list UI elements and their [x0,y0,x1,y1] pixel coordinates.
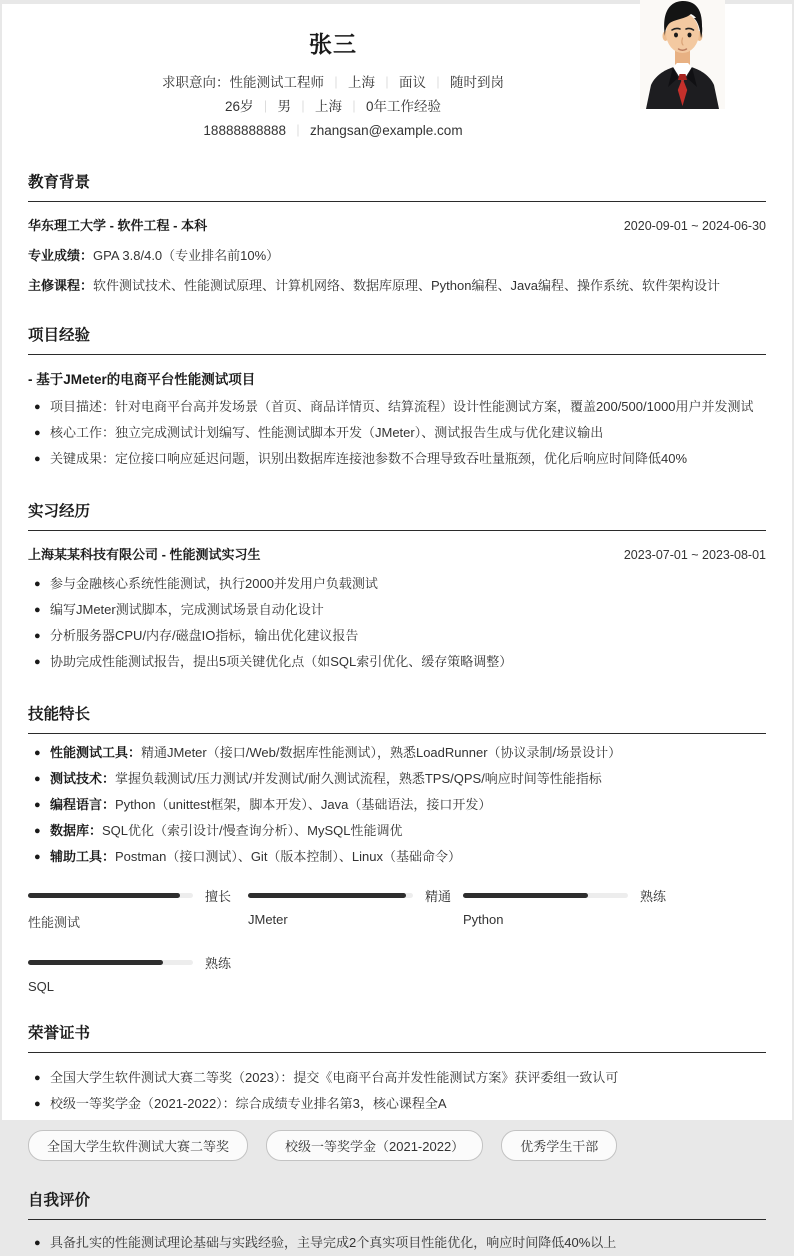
bullet-text: 关键成果：定位接口响应延迟问题，识别出数据库连接池参数不合理导致吞吐量瓶颈，优化后响应时间降低40% [50,451,688,466]
honors-title: 荣誉证书 [28,1025,91,1042]
section-divider [28,354,766,355]
bar-skill-name: SQL [28,979,55,994]
bullet-text: 编写JMeter测试脚本，完成测试场景自动化设计 [50,602,324,617]
bullet-dot-icon: ● [34,453,41,465]
header-text-block [28,26,638,143]
education-title: 教育背景 [28,174,91,191]
bar-track [248,893,413,898]
courses-row [28,275,766,296]
bullet-text: 具备扎实的性能测试理论基础与实践经验，主导完成2个真实项目性能优化，响应时间降低40%以上 [50,1235,617,1250]
bullet-text: 核心工作：独立完成测试计划编写、性能测试脚本开发（JMeter）、测试报告生成与优化建议输出 [50,425,604,440]
list-item [28,1230,766,1256]
info-experience: 0年工作经验 [366,99,442,114]
section-divider [28,1219,766,1220]
bullet-dot-icon: ● [34,1072,41,1084]
email-address: zhangsan@example.com [310,123,463,138]
bullet-dot-icon: ● [34,825,41,837]
bar-skill-name: 性能测试 [28,915,81,930]
bullet-text: 项目描述：针对电商平台高并发场景（首页、商品详情页、结算流程）设计性能测试方案，覆盖200/500/1000用户并发测试 [50,399,754,414]
bullet-dot-icon: ● [34,656,41,668]
list-item [28,394,766,420]
list-item [28,1091,766,1117]
contact-line [28,119,638,143]
bar-level-label: 熟练 [205,955,232,971]
skill-text: Postman（接口测试）、Git（版本控制）、Linux（基础命令） [115,849,462,864]
skill-bar-jmeter [248,888,463,931]
separator-bar: ｜ [297,100,310,114]
bullet-dot-icon: ● [34,427,41,439]
section-internship [28,499,766,675]
skill-label: 编程语言： [50,797,116,812]
bar-level-label: 擅长 [205,888,232,904]
bar-level-label: 精通 [425,888,452,904]
list-item [28,623,766,649]
separator-bar: ｜ [292,124,305,138]
list-item [28,446,766,472]
bullet-text: 协助完成性能测试报告，提出5项关键优化点（如SQL索引优化、缓存策略调整） [50,654,513,669]
bullet-text: 参与金融核心系统性能测试，执行2000并发用户负载测试 [50,576,378,591]
bar-level-label: 熟练 [640,888,667,904]
resume-page [2,4,792,1250]
separator-bar: ｜ [432,76,445,90]
honors-bullets [28,1065,766,1117]
skill-label: 测试技术： [50,771,116,786]
bullet-text: 校级一等奖学金（2021-2022）：综合成绩专业排名第3，核心课程全A [50,1096,447,1111]
portrait-illustration [640,0,725,109]
gpa-label: 专业成绩： [28,248,94,263]
skill-label: 性能测试工具： [50,745,142,760]
list-item [28,597,766,623]
skill-bar-sql [28,955,248,994]
list-item [28,1065,766,1091]
list-item [28,818,766,844]
objective-position: 性能测试工程师 [229,75,324,90]
phone-number: 18888888888 [203,123,287,138]
section-projects [28,323,766,472]
skill-text: Python（unittest框架，脚本开发）、Java（基础语法，接口开发） [115,797,492,812]
education-date: 2020-09-01 ~ 2024-06-30 [623,219,766,233]
separator-bar: ｜ [348,100,361,114]
honor-badges [28,1130,766,1161]
bar-track [28,960,193,965]
skill-text: 精通JMeter（接口/Web/数据库性能测试），熟悉LoadRunner（协议录制/场景设计） [141,745,622,760]
list-item [28,766,766,792]
honor-badge: 全国大学生软件测试大赛二等奖 [28,1130,248,1161]
info-city: 上海 [315,99,343,114]
objective-salary: 面议 [399,75,426,90]
project-bullets [28,394,766,472]
internship-date: 2023-07-01 ~ 2023-08-01 [623,548,766,562]
section-education [28,170,766,296]
list-item [28,649,766,675]
internship-title: 实习经历 [28,503,91,520]
company-position: 上海某某科技有限公司 - 性能测试实习生 [28,547,261,562]
separator-bar: ｜ [380,76,393,90]
bar-fill [28,960,163,965]
internship-company-row [28,545,766,565]
list-item [28,844,766,870]
bullet-dot-icon: ● [34,630,41,642]
bullet-text: 分析服务器CPU/内存/磁盘IO指标，输出优化建议报告 [50,628,359,643]
skill-bar-performance-testing [28,888,248,931]
projects-title: 项目经验 [28,327,91,344]
gpa-value: GPA 3.8/4.0（专业排名前10%） [93,248,280,263]
objective-line [28,71,638,95]
bar-skill-name: Python [463,912,504,927]
bullet-dot-icon: ● [34,747,41,759]
skill-label: 数据库： [50,823,103,838]
honor-badge: 校级一等奖学金（2021-2022） [266,1130,483,1161]
honor-badge: 优秀学生干部 [501,1130,617,1161]
list-item [28,420,766,446]
courses-value: 软件测试技术、性能测试原理、计算机网络、数据库原理、Python编程、Java编程、操作系统、软件架构设计 [93,278,720,293]
bullet-dot-icon: ● [34,1237,41,1249]
list-item [28,740,766,766]
bar-fill [248,893,406,898]
school-degree: 华东理工大学 - 软件工程 - 本科 [28,218,208,233]
bar-fill [463,893,588,898]
gpa-row [28,245,766,266]
list-item [28,571,766,597]
skills-bullets [28,740,766,870]
bullet-dot-icon: ● [34,799,41,811]
section-self-evaluation [28,1188,766,1256]
education-school-row [28,216,766,236]
objective-city: 上海 [347,75,375,90]
candidate-name: 张三 [309,31,357,57]
section-divider [28,1052,766,1053]
list-item [28,792,766,818]
bar-track [28,893,193,898]
profile-photo [640,0,725,109]
bar-fill [28,893,180,898]
separator-bar: ｜ [329,76,342,90]
bullet-dot-icon: ● [34,851,41,863]
skill-text: 掌握负载测试/压力测试/并发测试/耐久测试流程，熟悉TPS/QPS/响应时间等性能指标 [115,771,602,786]
bullet-dot-icon: ● [34,1098,41,1110]
project-name: - 基于JMeter的电商平台性能测试项目 [28,372,256,387]
skill-bar-python [463,888,766,931]
objective-label: 求职意向： [161,75,230,90]
bar-skill-name: JMeter [248,912,288,927]
resume-header [28,4,766,143]
separator-bar: ｜ [259,100,272,114]
skill-bars-grid [28,888,766,994]
bullet-dot-icon: ● [34,604,41,616]
bullet-dot-icon: ● [34,773,41,785]
section-divider [28,733,766,734]
section-divider [28,201,766,202]
info-age: 26岁 [224,99,254,114]
evaluation-title: 自我评价 [28,1192,91,1209]
courses-label: 主修课程： [28,278,94,293]
personal-info-line [28,95,638,119]
objective-availability: 随时到岗 [450,75,505,90]
bar-track [463,893,628,898]
internship-bullets [28,571,766,675]
skill-text: SQL优化（索引设计/慢查询分析）、MySQL性能调优 [102,823,403,838]
section-skills [28,702,766,994]
bullet-dot-icon: ● [34,401,41,413]
skills-title: 技能特长 [28,706,91,723]
skill-label: 辅助工具： [50,849,116,864]
info-gender: 男 [277,99,291,114]
evaluation-bullets [28,1230,766,1256]
section-divider [28,530,766,531]
bullet-dot-icon: ● [34,578,41,590]
bullet-text: 全国大学生软件测试大赛二等奖（2023）：提交《电商平台高并发性能测试方案》获评委组一致认可 [50,1070,619,1085]
section-honors [28,1021,766,1161]
